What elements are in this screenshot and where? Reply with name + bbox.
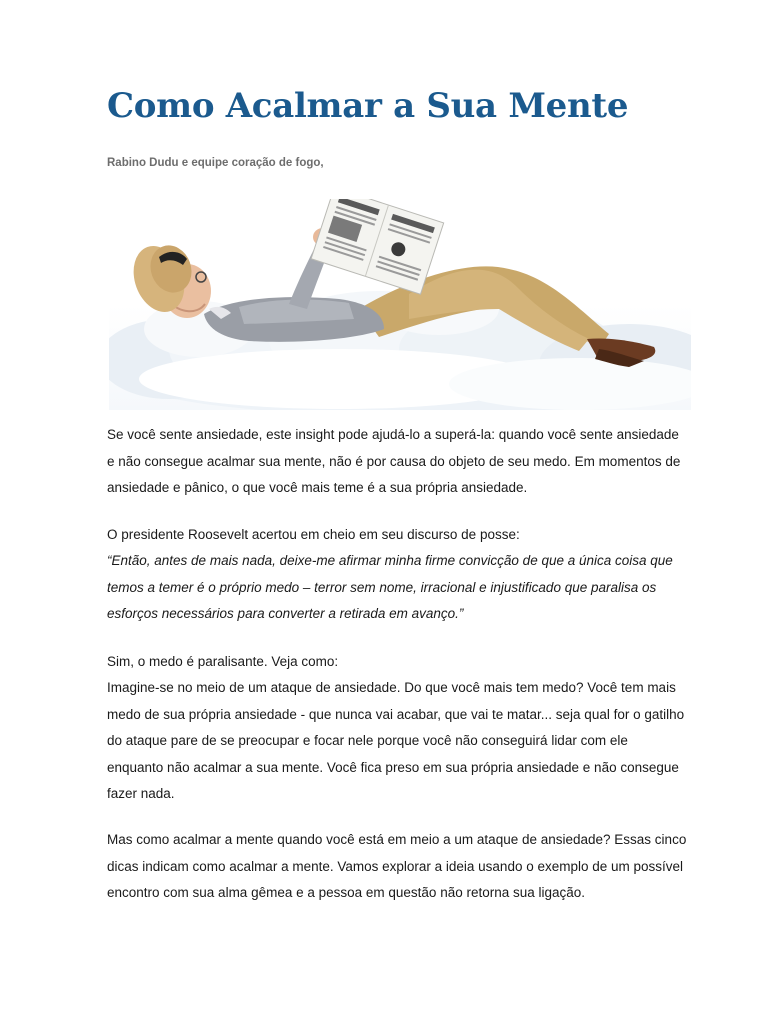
hero-image [109,199,691,410]
quote-paragraph: “Então, antes de mais nada, deixe-me afirmar minha firme convicção de que a única coisa que temos a temer é o próprio medo – terror sem nome, irracional e injustificado que paralisa os esforços necessários para converter a retirada em avanço.” [107,553,673,621]
paragraph: O presidente Roosevelt acertou em cheio em seu discurso de posse: [107,527,520,542]
paragraph: Sim, o medo é paralisante. Veja como: [107,654,339,669]
man-reading-newspaper-on-cloud-icon [109,199,691,410]
byline: Rabino Dudu e equipe coração de fogo, [107,157,324,169]
paragraph: Imagine-se no meio de um ataque de ansiedade. Do que você mais tem medo? Você tem mais medo de sua própria ansiedade - que nunca vai acabar, que vai te matar... seja qual for o gatilho do ataque pare de se preocupar e focar nele porque você não conseguirá lidar com ele enquanto não acalmar a sua mente. Você fica preso em sua própria ansiedade e não consegue fazer nada. [107,680,685,801]
page-title: Como Acalmar a Sua Mente [107,86,629,126]
paragraph: Se você sente ansiedade, este insight pode ajudá-lo a superá-la: quando você sente ansiedade e não consegue acalmar sua mente, não é por causa do objeto de seu medo. Em momentos de ansiedade e pânico, o que você mais teme é a sua própria ansiedade. [107,427,681,495]
paragraph: Mas como acalmar a mente quando você está em meio a um ataque de ansiedade? Essas cinco dicas indicam como acalmar a mente. Vamos explorar a ideia usando o exemplo de um possível encontro com sua alma gêmea e a pessoa em questão não retorna sua ligação. [107,832,687,900]
